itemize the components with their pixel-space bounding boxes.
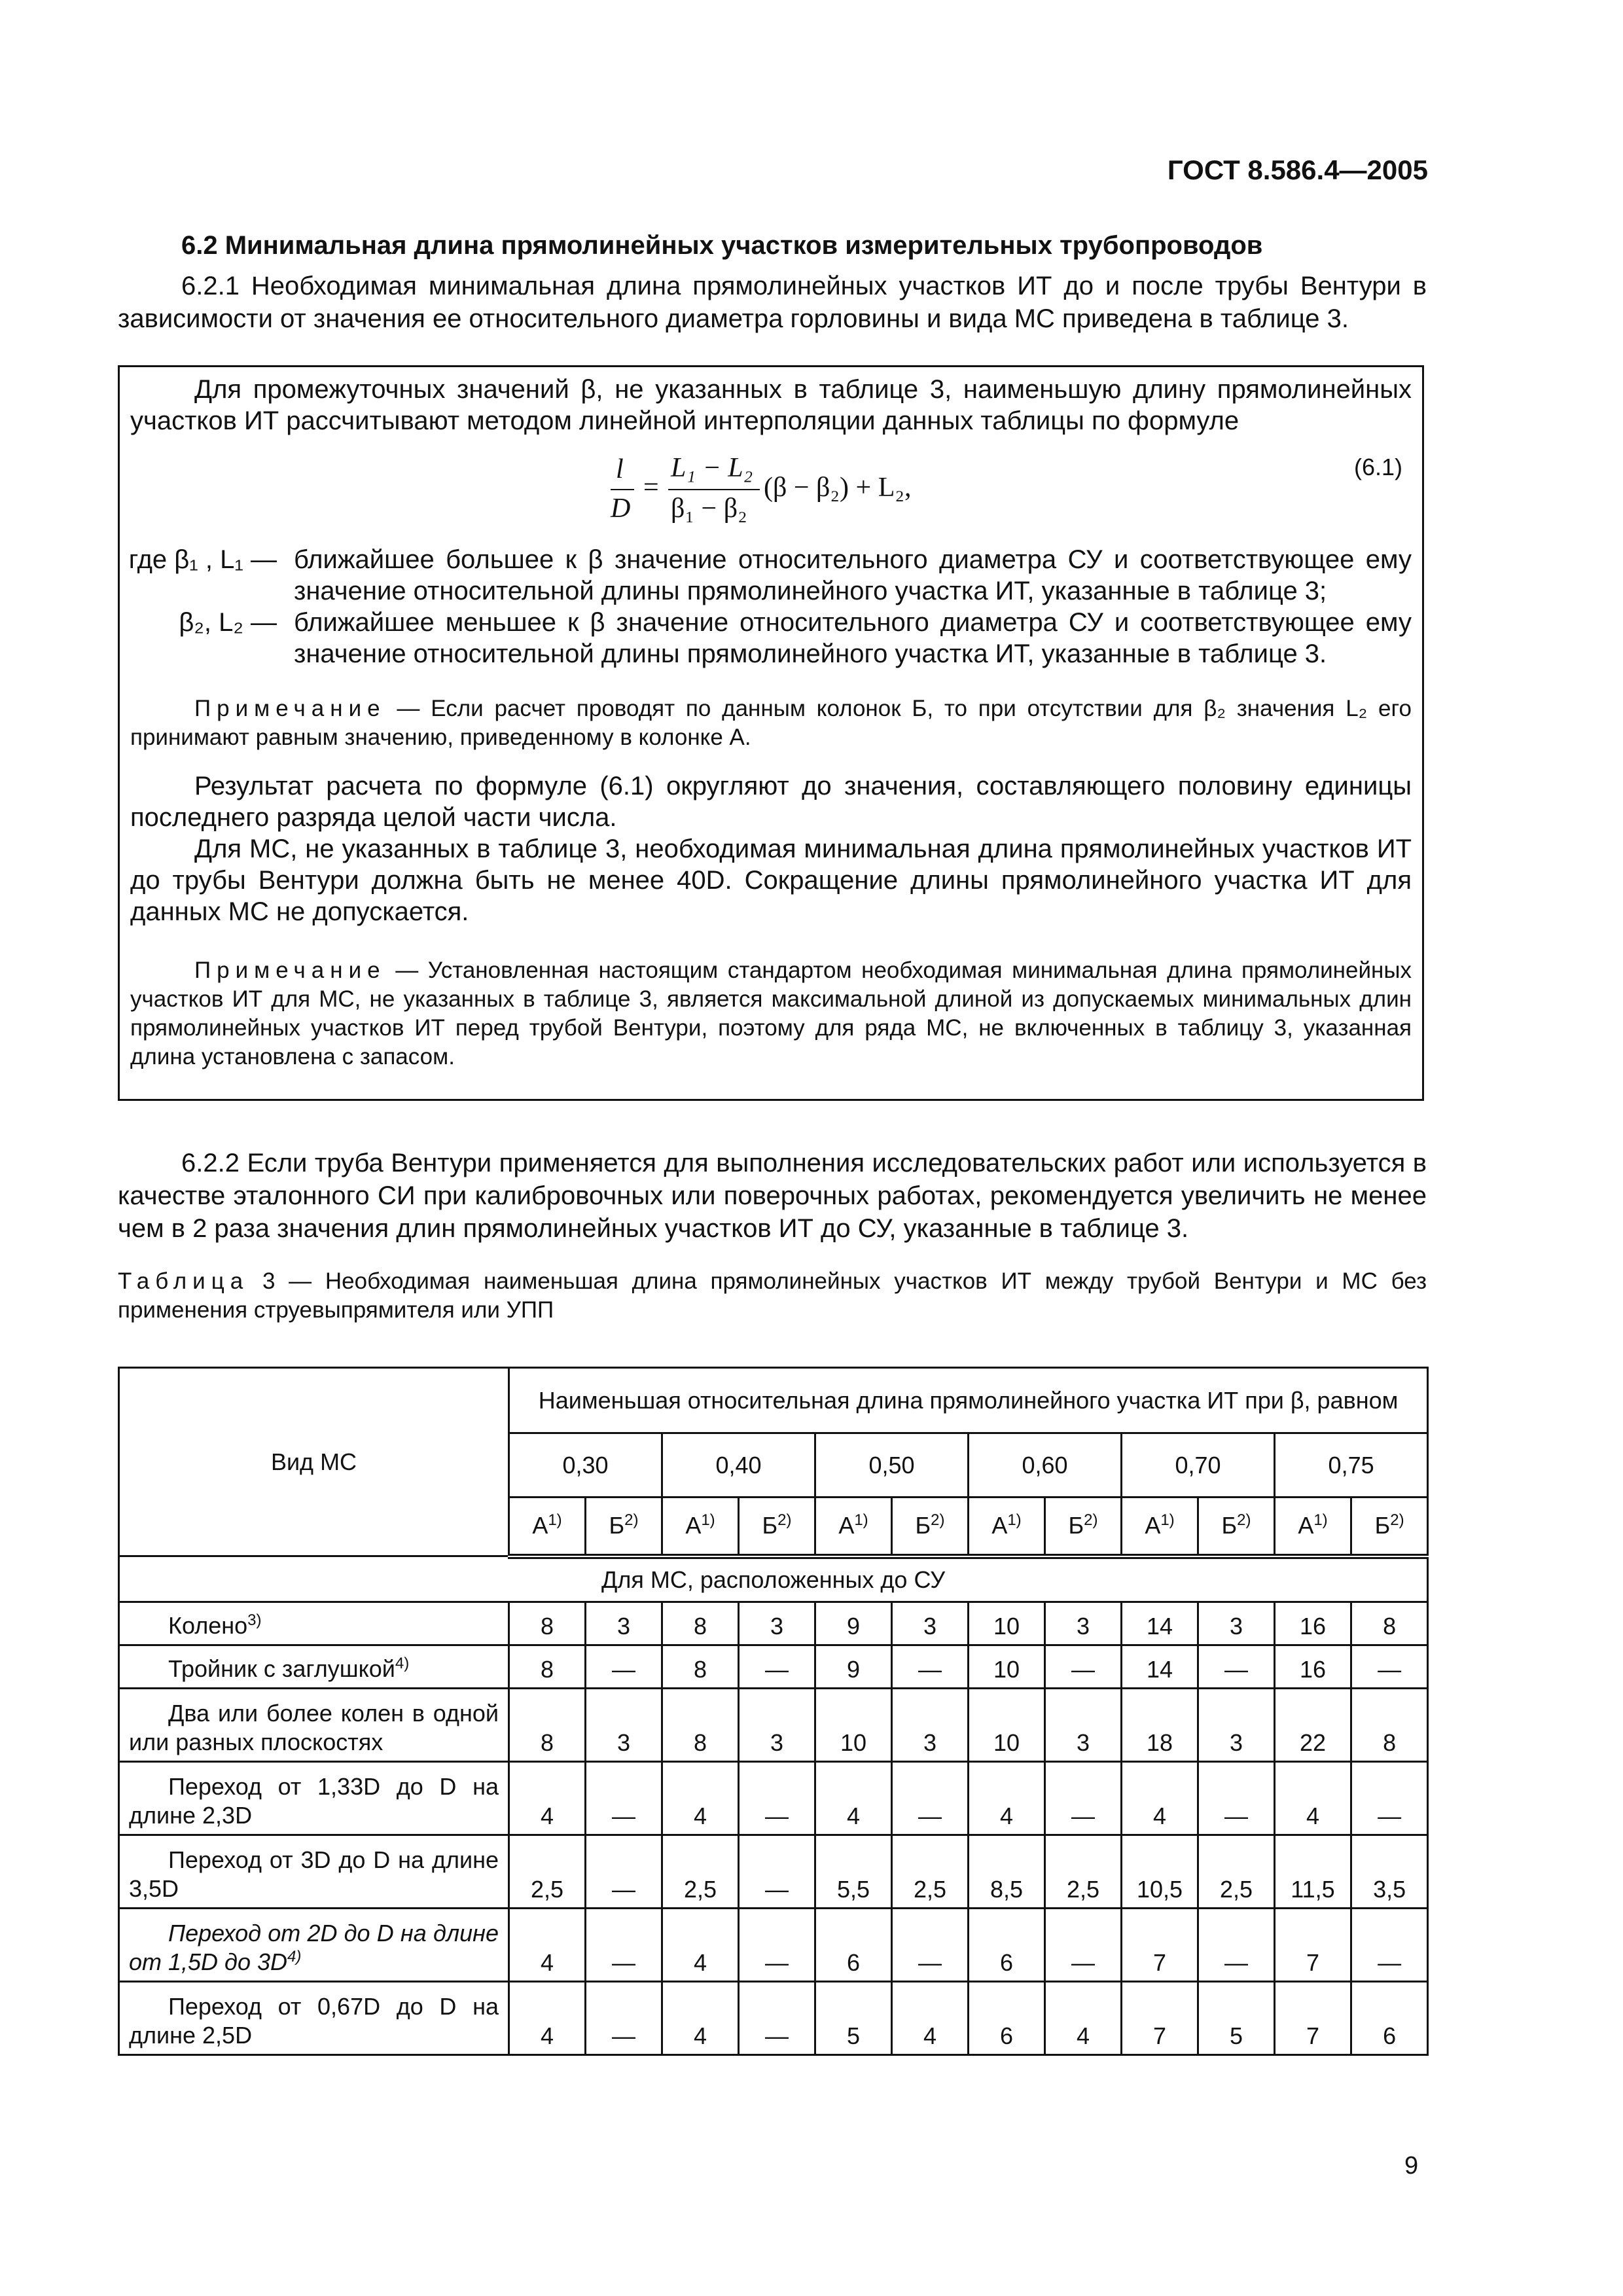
table-row — [119, 1645, 1428, 1689]
table-cell: 2,5 — [1198, 1835, 1275, 1909]
table-cell: 4 — [662, 1909, 739, 1982]
paragraph-6-2-1: 6.2.1 Необходимая минимальная длина прямолинейных участков ИТ до и после трубы Вентури в зависимости от значения ее относительного диаметра горловины и вида МС приведена в таблице 3. — [118, 272, 1427, 333]
table-cell: 5 — [1198, 1982, 1275, 2055]
formula-number: (6.1) — [1354, 454, 1403, 480]
note-2 — [130, 956, 1412, 1071]
table-cell: — — [586, 1835, 662, 1909]
note-1 — [130, 694, 1412, 752]
table-cell: — — [892, 1909, 969, 1982]
subheader-a-label: А — [1298, 1512, 1314, 1539]
beta-header: 0,30 — [509, 1433, 662, 1498]
table-cell: 4 — [892, 1982, 969, 2055]
table-cell: 3 — [739, 1689, 815, 1762]
result-paragraph: Результат расчета по формуле (6.1) округляют до значения, составляющего половину единицы последнего разряда целой части числа. — [130, 772, 1412, 832]
subheader-a-label: А — [838, 1512, 855, 1539]
table-cell: 18 — [1122, 1689, 1198, 1762]
row-label — [119, 1982, 509, 2055]
subheader-b — [892, 1498, 969, 1556]
section-title: 6.2 Минимальная длина прямолинейных участков измерительных трубопроводов — [181, 231, 1263, 260]
table-cell: 4 — [815, 1762, 892, 1835]
table-cell: 3,5 — [1351, 1835, 1428, 1909]
table-cell: 2,5 — [509, 1835, 586, 1909]
table-cell: — — [586, 1645, 662, 1689]
table-cell: 4 — [969, 1762, 1045, 1835]
subheader-a — [509, 1498, 586, 1556]
note-1-text: — Если расчет проводят по данным колонок Б, то при отсутствии для β₂ значения L₂ его принимают равным значению, приведенному в колонке А. — [130, 696, 1412, 750]
row-label-text: Тройник с заглушкой — [168, 1655, 395, 1682]
table-caption-text: 3 — Необходимая наименьшая длина прямолинейных участков ИТ между трубой Вентури и МС без применения струевыпрямителя или УПП — [118, 1268, 1427, 1323]
table-cell: 3 — [586, 1689, 662, 1762]
table-cell: 3 — [1198, 1689, 1275, 1762]
header-vid-ms: Вид МС — [119, 1368, 509, 1556]
formula-lhs-num: l — [616, 454, 624, 484]
row-label-text: Переход от 2D до D на длине от 1,5D до 3D — [129, 1920, 499, 1975]
footnote-ref: 2) — [624, 1511, 639, 1530]
table-cell: 6 — [1351, 1982, 1428, 2055]
table-cell: 2,5 — [1045, 1835, 1122, 1909]
table-cell: 7 — [1275, 1909, 1351, 1982]
table-cell: 10 — [969, 1689, 1045, 1762]
table-cell: 3 — [892, 1602, 969, 1645]
footnote-ref: 1) — [1160, 1511, 1175, 1530]
table-cell: 8 — [662, 1602, 739, 1645]
table-row — [119, 1762, 1428, 1835]
formula-mid-den: β₁ − β₂ — [671, 493, 747, 524]
table-cell: — — [739, 1645, 815, 1689]
table-cell: — — [1198, 1909, 1275, 1982]
table-cell: 8 — [1351, 1602, 1428, 1645]
subheader-a — [1122, 1498, 1198, 1556]
subheader-b-label: Б — [1068, 1512, 1084, 1539]
table-cell: 6 — [969, 1909, 1045, 1982]
table-cell: — — [892, 1762, 969, 1835]
table-cell: 4 — [1122, 1762, 1198, 1835]
group-row: Для МС, расположенных до СУ — [119, 1556, 1428, 1602]
table-cell: 3 — [1198, 1602, 1275, 1645]
table-cell: — — [739, 1909, 815, 1982]
table-cell: 4 — [662, 1762, 739, 1835]
table-cell: 9 — [815, 1645, 892, 1689]
footnote-ref: 4) — [287, 1948, 302, 1965]
footnote-ref: 3) — [247, 1611, 262, 1629]
table-cell: 6 — [815, 1909, 892, 1982]
table-cell: 3 — [739, 1602, 815, 1645]
subheader-a-label: А — [991, 1512, 1008, 1539]
table-cell: — — [1198, 1762, 1275, 1835]
note-2-text: — Установленная настоящим стандартом необходимая минимальная длина прямолинейных участков ИТ для МС, не указанных в таблице 3, является максимальной длиной из допускаемых минимальных длин прямолинейных участков ИТ перед трубой Вентури, поэтому для ряда МС, не включенных в таблицу 3, указанная длина установлена с запасом. — [130, 958, 1412, 1069]
subheader-b — [1351, 1498, 1428, 1556]
beta-header: 0,40 — [662, 1433, 815, 1498]
beta-header: 0,70 — [1122, 1433, 1275, 1498]
table-cell: 10 — [815, 1689, 892, 1762]
table-cell: 2,5 — [892, 1835, 969, 1909]
formula-tail: (β − β₂) + L₂, — [764, 473, 912, 503]
subheader-b — [586, 1498, 662, 1556]
beta-header: 0,60 — [969, 1433, 1122, 1498]
table-cell: 9 — [815, 1602, 892, 1645]
subheader-a — [662, 1498, 739, 1556]
table-row — [119, 1689, 1428, 1762]
footnote-ref: 1) — [548, 1511, 562, 1530]
table-cell: 14 — [1122, 1602, 1198, 1645]
table-cell: 7 — [1122, 1982, 1198, 2055]
where-label-2: β₂, L₂ — — [179, 608, 277, 637]
formula-mid-num: L₁ − L₂ — [671, 453, 753, 483]
table-cell: — — [739, 1982, 815, 2055]
subheader-b — [1198, 1498, 1275, 1556]
table-cell: 3 — [1045, 1689, 1122, 1762]
table-cell: 4 — [509, 1762, 586, 1835]
subheader-a-label: А — [532, 1512, 548, 1539]
subheader-b — [1045, 1498, 1122, 1556]
note-2-label: Примечание — [194, 958, 386, 983]
table-caption-label: Таблица — [118, 1268, 249, 1294]
subheader-b-label: Б — [1221, 1512, 1238, 1539]
table-cell: — — [1045, 1762, 1122, 1835]
table-cell: 4 — [509, 1982, 586, 2055]
row-label — [119, 1835, 509, 1909]
where-text-1: ближайшее большее к β значение относительного диаметра СУ и соответствующее ему значение относительной длины прямолинейного участка ИТ, указанные в таблице 3; — [294, 545, 1412, 605]
note-1-label: Примечание — [194, 696, 386, 721]
table-cell: 3 — [1045, 1602, 1122, 1645]
table-cell: 7 — [1275, 1982, 1351, 2055]
table-cell: — — [739, 1762, 815, 1835]
row-label-text: Переход от 0,67D до D на длине 2,5D — [129, 1993, 499, 2049]
row-label-text: Переход от 1,33D до D на длине 2,3D — [129, 1773, 499, 1829]
subheader-b-label: Б — [762, 1512, 778, 1539]
table-cell: 8 — [509, 1689, 586, 1762]
table-cell: 2,5 — [662, 1835, 739, 1909]
footnote-ref: 2) — [1237, 1511, 1251, 1530]
table-cell: 6 — [969, 1982, 1045, 2055]
beta-header: 0,75 — [1275, 1433, 1428, 1498]
table-cell: 3 — [586, 1602, 662, 1645]
formula-lhs-den: D — [611, 493, 631, 524]
table-cell: 7 — [1122, 1909, 1198, 1982]
table-cell: — — [892, 1645, 969, 1689]
row-label-text: Переход от 3D до D на длине 3,5D — [129, 1846, 499, 1902]
table-cell: — — [586, 1982, 662, 2055]
footnote-ref: 4) — [395, 1655, 410, 1672]
subheader-b-label: Б — [1374, 1512, 1391, 1539]
where-label-1: где β₁ , L₁ — — [128, 545, 277, 574]
table-3 — [118, 1367, 1429, 2056]
header-top: Наименьшая относительная длина прямолинейного участка ИТ при β, равном — [509, 1368, 1428, 1433]
table-cell: — — [586, 1909, 662, 1982]
table-cell: 10 — [969, 1645, 1045, 1689]
table-cell: 22 — [1275, 1689, 1351, 1762]
subheader-a-label: А — [685, 1512, 702, 1539]
table-cell: 3 — [892, 1689, 969, 1762]
table-cell: — — [1045, 1645, 1122, 1689]
table-cell: — — [1045, 1909, 1122, 1982]
standard-code: ГОСТ 8.586.4—2005 — [1167, 154, 1428, 185]
table-cell: — — [1198, 1645, 1275, 1689]
row-label — [119, 1762, 509, 1835]
subheader-a — [1275, 1498, 1351, 1556]
table-cell: 5 — [815, 1982, 892, 2055]
footnote-ref: 1) — [1313, 1511, 1328, 1530]
box-intro: Для промежуточных значений β, не указанных в таблице 3, наименьшую длину прямолинейных участков ИТ рассчитывают методом линейной интерполяции данных таблицы по формуле — [130, 375, 1412, 435]
table-cell: — — [739, 1835, 815, 1909]
formula-frac-line-2 — [668, 489, 760, 490]
footnote-ref: 2) — [931, 1511, 945, 1530]
row-label-text: Колено — [168, 1612, 248, 1639]
table-cell: 11,5 — [1275, 1835, 1351, 1909]
table-cell: 10,5 — [1122, 1835, 1198, 1909]
table-cell: 4 — [509, 1909, 586, 1982]
table-row — [119, 1909, 1428, 1982]
table-cell: 5,5 — [815, 1835, 892, 1909]
table-cell: 10 — [969, 1602, 1045, 1645]
table-cell: 16 — [1275, 1602, 1351, 1645]
framed-text-box — [118, 365, 1424, 1101]
table-cell: 8 — [509, 1602, 586, 1645]
footnote-ref: 2) — [1084, 1511, 1098, 1530]
table-cell: 8 — [662, 1689, 739, 1762]
table-row — [119, 1982, 1428, 2055]
table-caption — [118, 1267, 1427, 1325]
row-label — [119, 1909, 509, 1982]
table-cell: — — [1351, 1762, 1428, 1835]
table-cell: 8,5 — [969, 1835, 1045, 1909]
formula-equals: = — [643, 473, 659, 503]
row-label — [119, 1645, 509, 1689]
where-text-2: ближайшее меньшее к β значение относительного диаметра СУ и соответствующее ему значение относительной длины прямолинейного участка ИТ, указанные в таблице 3. — [294, 608, 1412, 668]
row-label-text: Два или более колен в одной или разных плоскостях — [129, 1700, 499, 1755]
subheader-a-label: А — [1145, 1512, 1161, 1539]
table-cell: 4 — [662, 1982, 739, 2055]
table-cell: 8 — [662, 1645, 739, 1689]
table-row — [119, 1835, 1428, 1909]
subheader-a — [815, 1498, 892, 1556]
table-cell: — — [1351, 1645, 1428, 1689]
subheader-b-label: Б — [915, 1512, 931, 1539]
footnote-ref: 2) — [777, 1511, 792, 1530]
formula-frac-line-1 — [611, 489, 634, 490]
row-label — [119, 1602, 509, 1645]
table-row — [119, 1602, 1428, 1645]
footnote-ref: 2) — [1390, 1511, 1404, 1530]
paragraph-6-2-2: 6.2.2 Если труба Вентури применяется для выполнения исследовательских работ или используется в качестве эталонного СИ при калибровочных или поверочных работах, рекомендуется увеличить не менее чем в 2 раза значения длин прямолинейных участков ИТ до СУ, указанные в таблице 3. — [118, 1149, 1427, 1243]
footnote-ref: 1) — [701, 1511, 715, 1530]
footnote-ref: 1) — [1007, 1511, 1022, 1530]
table-cell: — — [1351, 1909, 1428, 1982]
footnote-ref: 1) — [854, 1511, 868, 1530]
subheader-b — [739, 1498, 815, 1556]
table-cell: 8 — [509, 1645, 586, 1689]
table-cell: 14 — [1122, 1645, 1198, 1689]
table-cell: — — [586, 1762, 662, 1835]
page-number: 9 — [1404, 2152, 1419, 2179]
table-cell: 4 — [1045, 1982, 1122, 2055]
table-cell: 16 — [1275, 1645, 1351, 1689]
ms-paragraph: Для МС, не указанных в таблице 3, необходимая минимальная длина прямолинейных участков ИТ до трубы Вентури должна быть не менее 40D. Сокращение длины прямолинейного участка ИТ для данных МС не допускается. — [130, 834, 1412, 926]
table-cell: 4 — [1275, 1762, 1351, 1835]
subheader-b-label: Б — [609, 1512, 625, 1539]
table-cell: 8 — [1351, 1689, 1428, 1762]
beta-header: 0,50 — [815, 1433, 969, 1498]
subheader-a — [969, 1498, 1045, 1556]
row-label — [119, 1689, 509, 1762]
